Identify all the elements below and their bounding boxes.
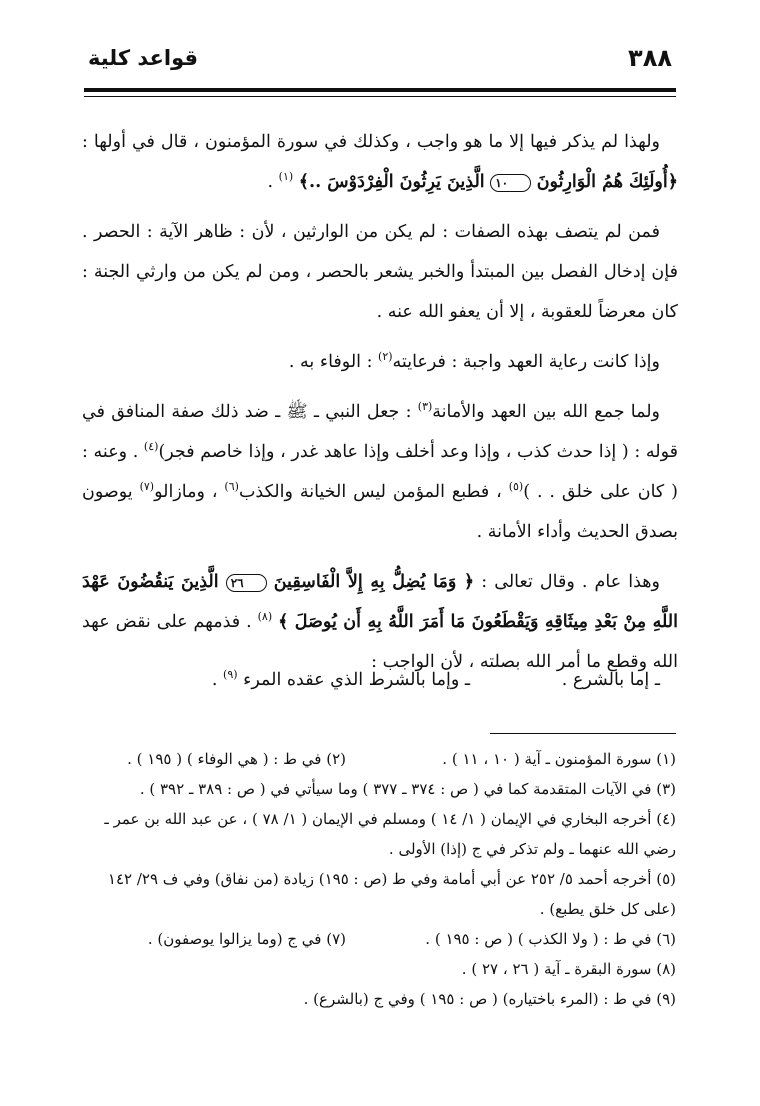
paragraph-4: ولما جمع الله بين العهد والأمانة$^{(٣)}$ : جعل النبي ـ ﷺ ـ ضد ذلك صفة المنافق في قوله : ( إذا حدث كذب ، وإذا وعد أخلف وإذا عاهد غدر ، وإذا خاصم فجر)$^{(٤)}$ . وعنه : ( كان على خلق . . )$^{(٥)}$ ، فطبع المؤمن ليس الخيانة والكذب$^{(٦)}$ ، ومازالو$^{(٧)}$ يوصون بصدق الحديث وأداء الأمانة . bbox=[82, 400, 679, 542]
footnote-row bbox=[84, 744, 676, 774]
footnote-ref[interactable]: (٦) bbox=[224, 480, 239, 494]
footnote-9: (٩) في ط : (المرء باختياره) ( ص : ١٩٥ ) وفي ج (بالشرع) . bbox=[303, 990, 676, 1008]
footnote-4: (٤) أخرجه البخاري في الإيمان ( ١/ ١٤ ) ومسلم في الإيمان ( ١/ ٧٨ ) ، عن عبد الله بن عمر ـ رضي الله عنهما ـ ولم تذكر في ج (إذا) الأولى . bbox=[104, 810, 676, 858]
choice-by-condition: ـ وإما بالشرط الذي عقده المرء $^{(٩)}$ . bbox=[211, 668, 470, 690]
footnote-ref[interactable]: (٣) bbox=[417, 400, 433, 414]
footnote-separator bbox=[490, 733, 676, 734]
footnote-6: (٦) في ط : ( ولا الكذب ) ( ص : ١٩٥ ) . bbox=[425, 930, 676, 948]
header-rule-thick bbox=[84, 88, 676, 92]
obligation-sources bbox=[100, 670, 660, 710]
quran-verse: الَّذِينَ يَرِثُونَ الْفِرْدَوْسَ ..﴾ bbox=[298, 172, 485, 192]
quran-verse: ﴿أُولَئِكَ هُمُ الْوَارِثُونَ bbox=[536, 172, 678, 192]
paragraph-1: ولهذا لم يذكر فيها إلا ما هو واجب ، وكذلك في سورة المؤمنون ، قال في أولها : ﴿أُولَئِكَ هُمُ الْوَارِثُونَ ١٠ الَّذِينَ يَرِثُونَ الْفِرْدَوْسَ ..﴾ $^{(١)}$ . bbox=[82, 132, 678, 192]
footnote-row bbox=[84, 924, 676, 954]
ayah-marker: ١٠ bbox=[490, 174, 531, 192]
footnote-ref[interactable]: (٤) bbox=[143, 440, 159, 454]
header-rule-thin bbox=[84, 96, 676, 97]
main-text bbox=[82, 122, 678, 692]
paragraph-3: وإذا كانت رعاية العهد واجبة : فرعايته$^{(٢)}$ : الوفاء به . bbox=[288, 350, 660, 372]
footnote-3: (٣) في الآيات المتقدمة كما في ( ص : ٣٧٤ ـ ٣٧٧ ) وما سيأتي في ( ص : ٣٨٩ ـ ٣٩٢ ) . bbox=[139, 780, 676, 798]
footnote-1: (١) سورة المؤمنون ـ آية ( ١٠ ، ١١ ) . bbox=[442, 750, 676, 768]
footnotes bbox=[84, 744, 676, 1014]
footnote-ref[interactable]: (٢) bbox=[378, 350, 393, 364]
quran-verse: ﴿ وَمَا يُضِلُّ بِهِ إِلاَّ الْفَاسِقِينَ bbox=[273, 572, 475, 592]
footnote-ref[interactable]: (٥) bbox=[508, 480, 524, 494]
footnote-8: (٨) سورة البقرة ـ آية ( ٢٦ ، ٢٧ ) . bbox=[461, 960, 676, 978]
page-header bbox=[88, 40, 672, 90]
choice-by-law: ـ إما بالشرع . bbox=[561, 670, 660, 690]
footnote-5: (٥) أخرجه أحمد ٥/ ٢٥٢ عن أبي أمامة وفي ط (ص : ١٩٥) زيادة (من نفاق) وفي ف ٢٩/ ١٤٢ (على كل خلق يطبع) . bbox=[107, 870, 676, 918]
footnote-ref[interactable]: (٧) bbox=[139, 480, 155, 494]
paragraph-2: فمن لم يتصف بهذه الصفات : لم يكن من الوارثين ، لأن : ظاهر الآية : الحصر . فإن إدخال الفصل بين المبتدأ والخبر يشعر بالحصر ، ومن لم يكن من وارثي الجنة : كان معرضاً للعقوبة ، إلا أن يعفو الله عنه . bbox=[82, 222, 678, 322]
paragraph-5: وهذا عام . وقال تعالى : ﴿ وَمَا يُضِلُّ بِهِ إِلاَّ الْفَاسِقِينَ ٢٦ الَّذِينَ يَنقُضُونَ عَهْدَ اللَّهِ مِنْ بَعْدِ مِيثَاقِهِ وَيَقْطَعُونَ مَا أَمَرَ اللَّهُ بِهِ أَن يُوصَلَ ﴾ $^{(٨)}$ . فذمهم على نقض عهد الله وقطع ما أمر الله بصلته ، لأن الواجب : bbox=[82, 572, 678, 672]
footnote-ref[interactable]: (١) bbox=[278, 170, 294, 184]
quran-verse: الَّذِينَ يَنقُضُونَ عَهْدَ اللَّهِ مِنْ بَعْدِ مِيثَاقِهِ وَيَقْطَعُونَ مَا أَمَرَ اللَّهُ بِهِ أَن يُوصَلَ ﴾ bbox=[82, 572, 678, 632]
page-number: ٣٨٨ bbox=[628, 44, 672, 72]
footnote-2: (٢) في ط : ( هي الوفاء ) ( ١٩٥ ) . bbox=[127, 750, 346, 768]
footnote-ref[interactable]: (٩) bbox=[223, 668, 238, 682]
footnote-7: (٧) في ج (وما يزالوا يوصفون) . bbox=[147, 930, 346, 948]
ayah-marker: ٢٦ bbox=[226, 574, 267, 592]
footnote-ref[interactable]: (٨) bbox=[257, 610, 273, 624]
book-title: قواعد كلية bbox=[88, 46, 198, 70]
